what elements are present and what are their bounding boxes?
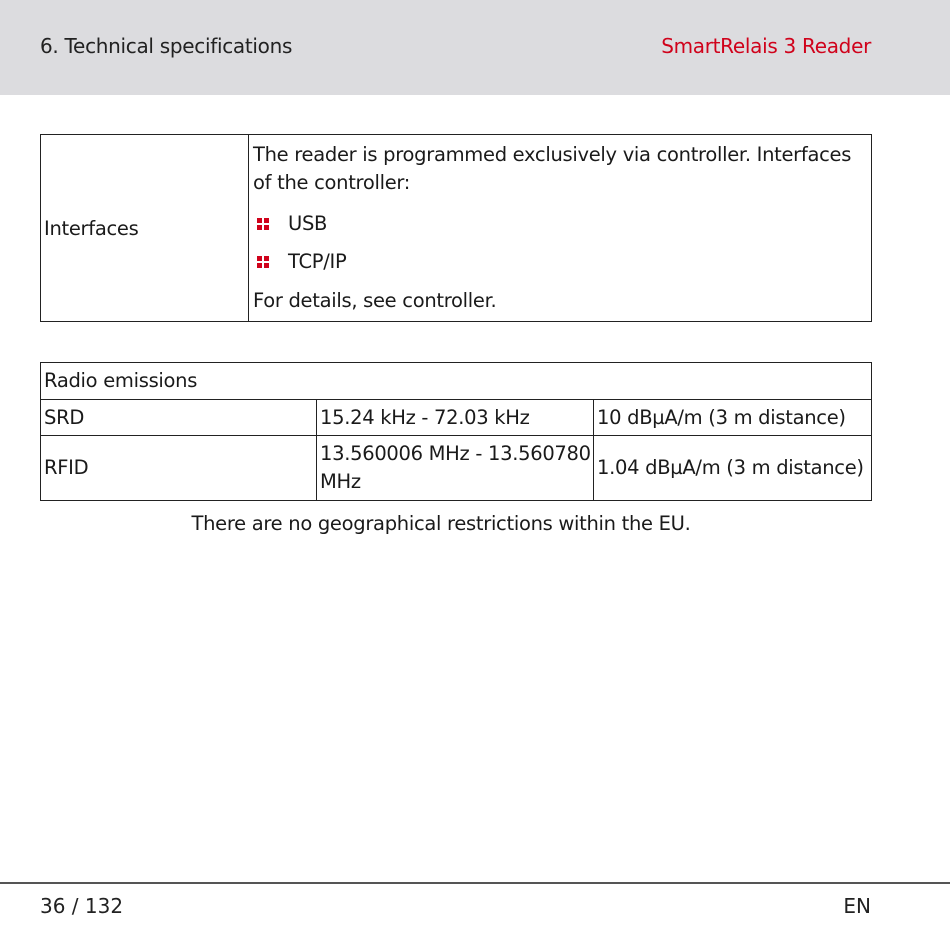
list-item xyxy=(253,205,863,243)
page-header xyxy=(0,0,950,95)
interfaces-label: Interfaces xyxy=(41,135,249,322)
interfaces-row xyxy=(41,135,872,322)
page-number: 36 / 132 xyxy=(40,894,124,918)
bullet-icon xyxy=(257,218,270,231)
table-header-row xyxy=(41,363,872,400)
row-frequency: 13.560006 MHz - 13.560780 MHz xyxy=(317,436,594,501)
eu-restrictions-note: There are no geographical restrictions within the EU. xyxy=(191,512,691,535)
row-field-strength: 1.04 dBµA/m (3 m distance) xyxy=(594,436,872,501)
table-row xyxy=(41,400,872,436)
list-item xyxy=(253,243,863,281)
radio-emissions-table xyxy=(40,362,872,501)
row-frequency: 15.24 kHz - 72.03 kHz xyxy=(317,400,594,436)
bullet-icon xyxy=(257,256,270,269)
row-name: RFID xyxy=(41,436,317,501)
interfaces-list xyxy=(253,205,863,281)
product-name: SmartRelais 3 Reader xyxy=(661,34,871,58)
section-title: 6. Technical specifications xyxy=(40,34,293,58)
row-field-strength: 10 dBµA/m (3 m distance) xyxy=(594,400,872,436)
language-code: EN xyxy=(843,894,871,918)
interface-item-usb: USB xyxy=(288,212,328,235)
interfaces-intro: The reader is programmed exclusively via controller. Interfaces of the controller: xyxy=(253,143,852,194)
radio-title: Radio emissions xyxy=(41,363,872,400)
interfaces-content xyxy=(249,135,872,322)
interface-item-tcpip: TCP/IP xyxy=(288,250,347,273)
interfaces-table xyxy=(40,134,872,322)
row-name: SRD xyxy=(41,400,317,436)
interfaces-outro: For details, see controller. xyxy=(253,289,497,312)
footer-divider xyxy=(0,882,950,884)
table-row xyxy=(41,436,872,501)
